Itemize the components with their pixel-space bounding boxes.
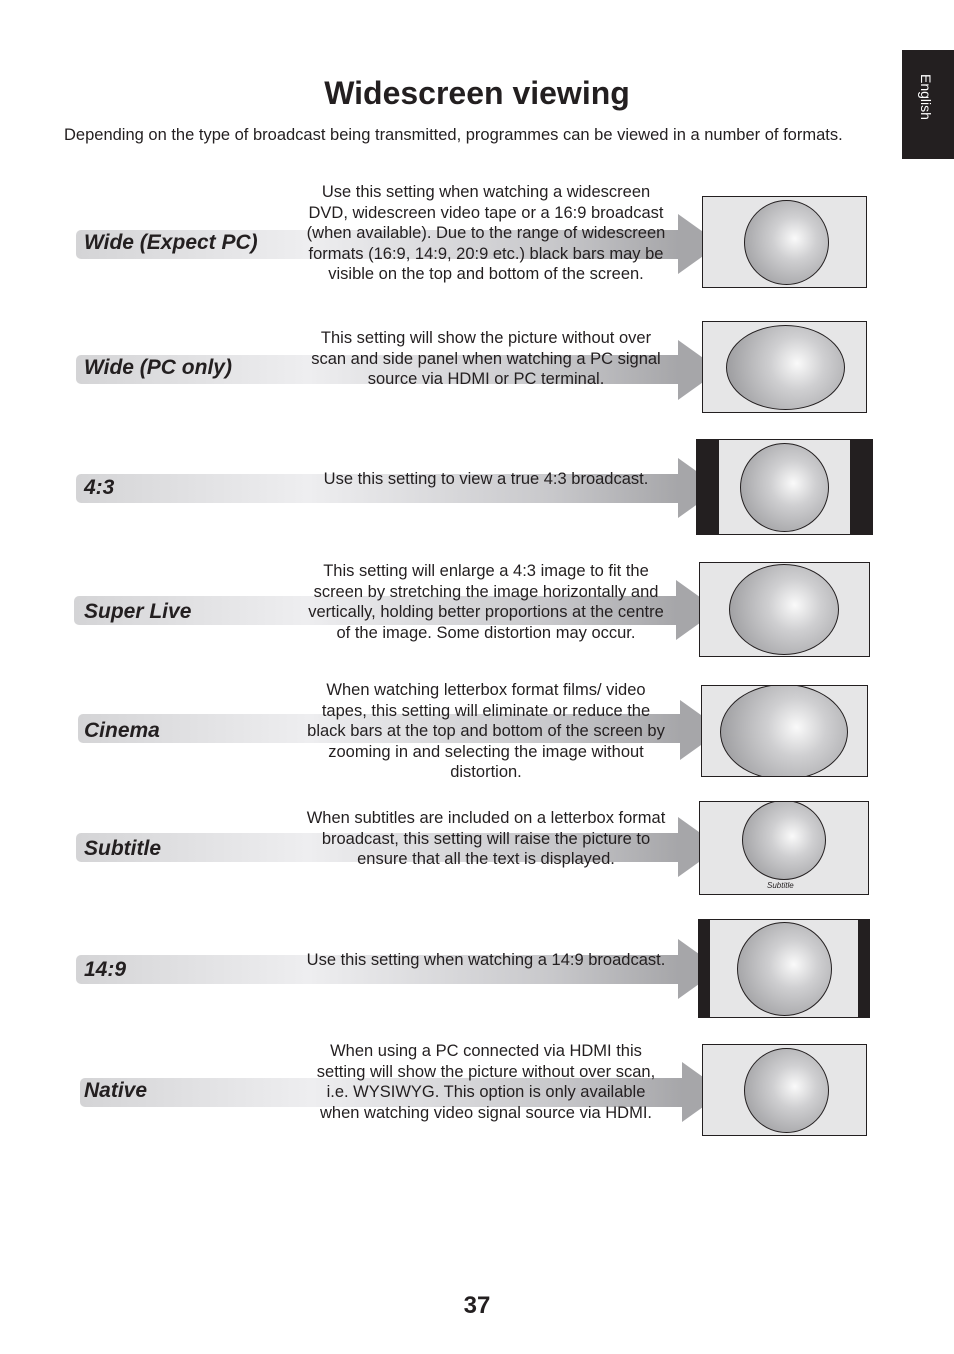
mode-description: This setting will enlarge a 4:3 image to fit the screen by stretching the image horizontally and vertically, holding better proportions at the centre of the image. Some distortion may occur. (308, 562, 664, 642)
page-title: Widescreen viewing (324, 75, 630, 111)
mode-label: Super Live (84, 600, 192, 623)
picture-oval-icon (720, 685, 848, 777)
picture-oval-icon (726, 325, 845, 410)
picture-circle-icon (742, 801, 826, 880)
subtitle-caption: Subtitle (767, 881, 794, 890)
mode-description: Use this setting to view a true 4:3 broadcast. (323, 470, 649, 488)
picture-circle-icon (740, 443, 829, 532)
intro-paragraph: Depending on the type of broadcast being transmitted, programmes can be viewed in a number of formats. (64, 126, 843, 144)
side-bar-right (850, 440, 872, 534)
screen-illustration (699, 562, 870, 657)
screen-illustration (699, 801, 869, 895)
mode-description: When watching letterbox format films/ video tapes, this setting will eliminate or reduce the black bars at the top and bottom of the screen by zooming in and selecting the image without distortion. (307, 681, 665, 782)
side-bar-left (697, 440, 719, 534)
screen-illustration (696, 439, 873, 535)
mode-description: This setting will show the picture without over scan and side panel when watching a PC signal source via HDMI or PC terminal. (311, 329, 661, 389)
mode-description: When subtitles are included on a letterbox format broadcast, this setting will raise the picture to ensure that all the text is displayed. (306, 809, 666, 869)
picture-oval-icon (729, 564, 839, 655)
side-bar-left (699, 920, 710, 1017)
language-tab-label: English (918, 74, 934, 120)
picture-circle-icon (737, 922, 832, 1016)
screen-illustration (701, 685, 868, 777)
mode-label: 4:3 (84, 476, 115, 499)
mode-description: Use this setting when watching a widescreen DVD, widescreen video tape or a 16:9 broadcast (when available). Due to the range of widescreen formats (16:9, 14:9, 20:9 etc.) black bars may be visible on the top and bottom of the screen. (306, 183, 666, 284)
mode-description: Use this setting when watching a 14:9 broadcast. (306, 951, 666, 969)
mode-label: 14:9 (84, 958, 127, 981)
screen-illustration (698, 919, 870, 1018)
screen-illustration (702, 196, 867, 288)
mode-label: Wide (PC only) (84, 356, 232, 379)
side-bar-right (858, 920, 869, 1017)
screen-illustration (702, 321, 867, 413)
picture-circle-icon (744, 200, 829, 285)
mode-label: Subtitle (84, 837, 161, 860)
mode-description: When using a PC connected via HDMI this setting will show the picture without over scan, i.e. WYSIWYG. This option is only available when watching video signal source via HDMI. (316, 1042, 656, 1122)
mode-label: Wide (Expect PC) (84, 231, 258, 254)
screen-illustration (702, 1044, 867, 1136)
mode-label: Native (84, 1079, 148, 1102)
picture-circle-icon (744, 1048, 829, 1133)
mode-label: Cinema (84, 719, 160, 742)
page-number: 37 (463, 1292, 491, 1319)
